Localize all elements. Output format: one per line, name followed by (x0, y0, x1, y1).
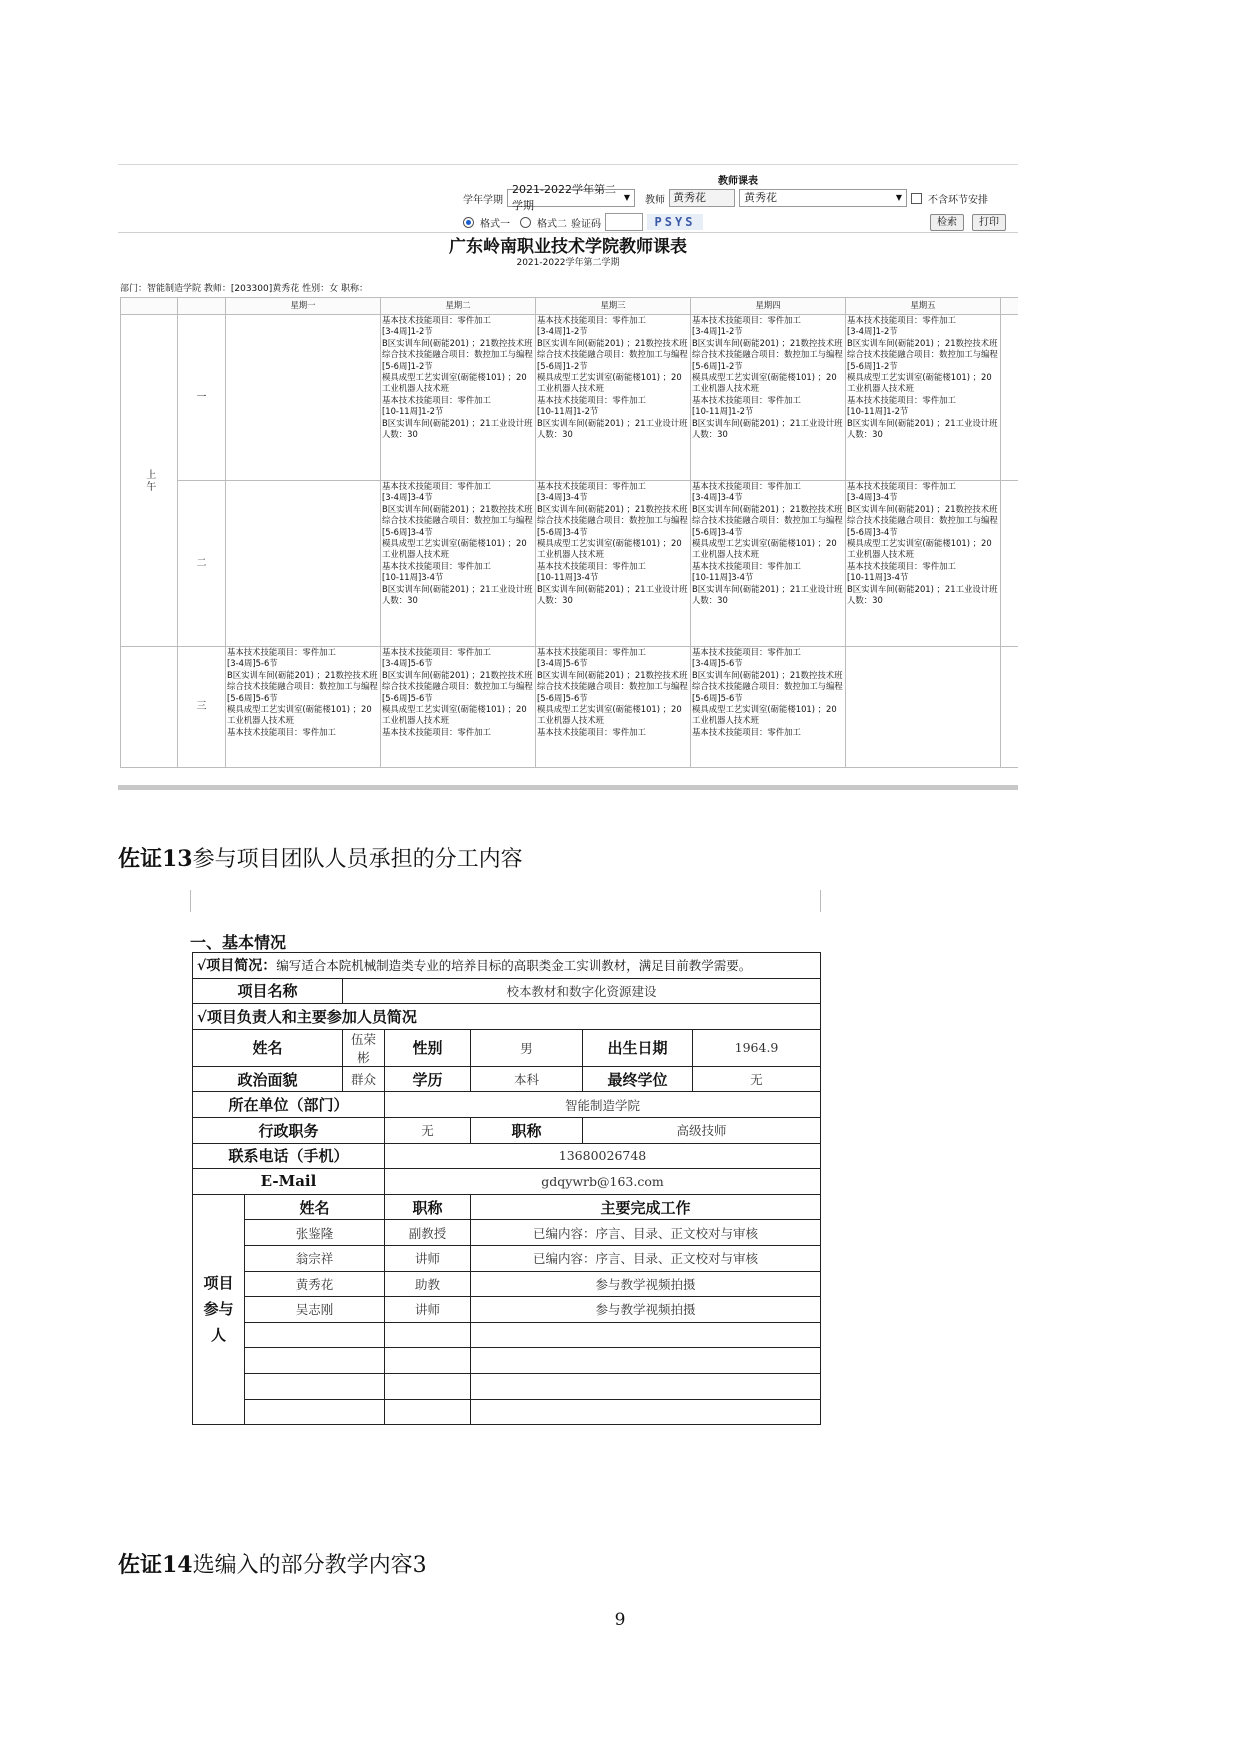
participants-label: 项目参与人 (193, 1194, 245, 1424)
project-info-table (192, 952, 821, 1425)
exclude-label: 不含环节安排 (928, 194, 988, 206)
table-row: 翁宗祥 讲师 已编内容：序言、目录、正文校对与审核 (193, 1245, 821, 1271)
project-name-value: 校本教材和数字化资源建设 (343, 978, 821, 1004)
heading-text: 选编入的部分教学内容3 (192, 1553, 427, 1578)
schedule-cell: 基本技术技能项目：零件加工 [3-4周]3-4节 B区实训车间(砺能201) ；21数控技术班 综合技术技能融合项目：数控加工与编程 [5-6周]3-4节 模具成型工艺实训室(砺能楼101) ；20工业机器人技术班 基本技术技能项目：零件加工 [10-11周]3-4节 B区实训车间(砺能201) ；21工业设计班 人数：30 (846, 481, 1001, 647)
edu-label: 学历 (385, 1066, 471, 1092)
schedule-cell: 基本技术技能项目：零件加工 [3-4周]5-6节 B区实训车间(砺能201) ；21数控技术班 综合技术技能融合项目：数控加工与编程 [5-6周]5-6节 模具成型工艺实训室(砺能楼101) ；20工业机器人技术班 基本技术技能项目：零件加工 (226, 647, 381, 768)
crop-mark (190, 890, 191, 912)
title-label: 职称 (471, 1117, 583, 1143)
page-number: 9 (614, 1610, 626, 1630)
format2-radio[interactable] (520, 217, 531, 228)
term-select[interactable]: 2021-2022学年第二学期 ▼ (507, 189, 635, 207)
gender-value: 男 (471, 1029, 583, 1066)
period-label: 二 (178, 481, 226, 647)
day-header: 星期一 (226, 298, 381, 315)
phone-value: 13680026748 (385, 1143, 821, 1169)
admin-label: 行政职务 (193, 1117, 385, 1143)
name-value: 伍荣彬 (343, 1029, 385, 1066)
schedule-cell (226, 315, 381, 481)
timetable-title: 广东岭南职业技术学院教师课表 (449, 237, 687, 257)
table-row: 黄秀花 助教 参与教学视频拍摄 (193, 1271, 821, 1297)
schedule-cell: 基本技术技能项目：零件加工 [3-4周]5-6节 B区实训车间(砺能201) ；21数控技术班 综合技术技能融合项目：数控加工与编程 [5-6周]5-6节 模具成型工艺实训室(砺能楼101) ；20工业机器人技术班 基本技术技能项目：零件加工 (691, 647, 846, 768)
search-button[interactable]: 检索 (930, 214, 964, 231)
degree-value: 无 (693, 1066, 821, 1092)
col-work-header: 主要完成工作 (471, 1194, 821, 1220)
name-label: 姓名 (193, 1029, 343, 1066)
title-value: 高级技师 (583, 1117, 821, 1143)
filter-row-2 (463, 212, 1018, 232)
chevron-down-icon: ▼ (895, 193, 902, 202)
chevron-down-icon: ▼ (623, 193, 630, 202)
panel-title: 教师课表 (718, 176, 758, 187)
timetable-subtitle: 2021-2022学年第二学期 (516, 258, 620, 268)
schedule-cell: 基本技术技能项目：零件加工 [3-4周]1-2节 B区实训车间(砺能201) ；21数控技术班 综合技术技能融合项目：数控加工与编程 [5-6周]1-2节 模具成型工艺实训室(砺能楼101) ；20工业机器人技术班 基本技术技能项目：零件加工 [10-11周]1-2节 B区实训车间(砺能201) ；21工业设计班 人数：30 (691, 315, 846, 481)
gender-label: 性别 (385, 1029, 471, 1066)
section-heading-13 (118, 842, 523, 873)
col-title-header: 职称 (385, 1194, 471, 1220)
heading-prefix: 佐证14 (118, 1552, 193, 1578)
basic-info-title: 一、基本情况 (190, 933, 287, 952)
schedule-cell: 基本技术技能项目：零件加工 [3-4周]1-2节 B区实训车间(砺能201) ；21数控技术班 综合技术技能融合项目：数控加工与编程 [5-6周]1-2节 模具成型工艺实训室(砺能楼101) ；20工业机器人技术班 基本技术技能项目：零件加工 [10-11周]1-2节 B区实训车间(砺能201) ；21工业设计班 人数：30 (536, 315, 691, 481)
politics-label: 政治面貌 (193, 1066, 343, 1092)
period-group-label: 上午 (121, 315, 178, 647)
schedule-cell: 基本技术技能项目：零件加工 [3-4周]5-6节 B区实训车间(砺能201) ；21数控技术班 综合技术技能融合项目：数控加工与编程 [5-6周]5-6节 模具成型工艺实训室(砺能楼101) ；20工业机器人技术班 基本技术技能项目：零件加工 (536, 647, 691, 768)
teacher-input[interactable]: 黄秀花 (669, 189, 735, 207)
teacher-label: 教师 (645, 194, 665, 206)
degree-label: 最终学位 (583, 1066, 693, 1092)
filter-row (463, 183, 1018, 212)
schedule-cell: 基本技术技能项目：零件加工 [3-4周]1-2节 B区实训车间(砺能201) ；21数控技术班 综合技术技能融合项目：数控加工与编程 [5-6周]1-2节 模具成型工艺实训室(砺能楼101) ；20工业机器人技术班 基本技术技能项目：零件加工 [10-11周]1-2节 B区实训车间(砺能201) ；21工业设计班 人数：30 (846, 315, 1001, 481)
phone-label: 联系电话（手机） (193, 1143, 385, 1169)
admin-value: 无 (385, 1117, 471, 1143)
email-label: E-Mail (193, 1169, 385, 1195)
crop-mark (820, 890, 821, 912)
timetable-screenshot (118, 160, 1018, 790)
exclude-checkbox[interactable] (911, 193, 922, 204)
day-header: 星期二 (381, 298, 536, 315)
print-button[interactable]: 打印 (972, 214, 1006, 231)
format2-label: 格式二 (537, 218, 567, 230)
table-row (193, 1348, 821, 1374)
birth-label: 出生日期 (583, 1029, 693, 1066)
table-row: 吴志刚 讲师 参与教学视频拍摄 (193, 1297, 821, 1323)
section-heading-14 (118, 1548, 427, 1579)
day-header: 星期五 (846, 298, 1001, 315)
format1-label: 格式一 (480, 218, 510, 230)
unit-label: 所在单位（部门） (193, 1092, 385, 1118)
schedule-cell: 基本技术技能项目：零件加工 [3-4周]3-4节 B区实训车间(砺能201) ；21数控技术班 综合技术技能融合项目：数控加工与编程 [5-6周]3-4节 模具成型工艺实训室(砺能楼101) ；20工业机器人技术班 基本技术技能项目：零件加工 [10-11周]3-4节 B区实训车间(砺能201) ；21工业设计班 人数：30 (536, 481, 691, 647)
politics-value: 群众 (343, 1066, 385, 1092)
table-row (193, 1399, 821, 1425)
schedule-cell: 基本技术技能项目：零件加工 [3-4周]3-4节 B区实训车间(砺能201) ；21数控技术班 综合技术技能融合项目：数控加工与编程 [5-6周]3-4节 模具成型工艺实训室(砺能楼101) ；20工业机器人技术班 基本技术技能项目：零件加工 [10-11周]3-4节 B区实训车间(砺能201) ；21工业设计班 人数：30 (691, 481, 846, 647)
table-row (193, 1322, 821, 1348)
heading-prefix: 佐证13 (118, 846, 193, 872)
captcha-image: PSYS (647, 214, 703, 230)
project-intro-row: √项目简况：编写适合本院机械制造类专业的培养目标的高职类金工实训教材，满足目前教学需要。 (193, 953, 821, 979)
term-label: 学年学期 (463, 194, 503, 206)
period-label: 一 (178, 315, 226, 481)
heading-text: 参与项目团队人员承担的分工内容 (192, 847, 523, 872)
captcha-input[interactable] (605, 213, 643, 231)
captcha-label: 验证码 (571, 218, 601, 230)
schedule-cell: 基本技术技能项目：零件加工 [3-4周]5-6节 B区实训车间(砺能201) ；21数控技术班 综合技术技能融合项目：数控加工与编程 [5-6周]5-6节 模具成型工艺实训室(砺能楼101) ；20工业机器人技术班 基本技术技能项目：零件加工 (381, 647, 536, 768)
teacher-info: 部门：智能制造学院 教师：[203300]黄秀花 性别：女 职称： (120, 284, 368, 294)
unit-value: 智能制造学院 (385, 1092, 821, 1118)
birth-value: 1964.9 (693, 1029, 821, 1066)
horizontal-scrollbar[interactable] (118, 785, 1018, 790)
schedule-cell: 基本技术技能项目：零件加工 [3-4周]3-4节 B区实训车间(砺能201) ；21数控技术班 综合技术技能融合项目：数控加工与编程 [5-6周]3-4节 模具成型工艺实训室(砺能楼101) ；20工业机器人技术班 基本技术技能项目：零件加工 [10-11周]3-4节 B区实训车间(砺能201) ；21工业设计班 人数：30 (381, 481, 536, 647)
project-name-label: 项目名称 (193, 978, 343, 1004)
schedule-cell (226, 481, 381, 647)
timetable-grid (120, 297, 1018, 768)
email-value: gdqywrb@163.com (385, 1169, 821, 1195)
format1-radio[interactable] (463, 217, 474, 228)
divider (118, 164, 1018, 165)
leader-section-label: √项目负责人和主要参加人员简况 (193, 1004, 821, 1030)
day-header: 星期四 (691, 298, 846, 315)
table-row: 张鉴隆 副教授 已编内容：序言、目录、正文校对与审核 (193, 1220, 821, 1246)
period-label: 三 (178, 647, 226, 768)
schedule-cell (846, 647, 1001, 768)
table-row (193, 1373, 821, 1399)
day-header: 星期三 (536, 298, 691, 315)
teacher-select[interactable]: 黄秀花 ▼ (739, 189, 907, 207)
col-name-header: 姓名 (245, 1194, 385, 1220)
schedule-cell: 基本技术技能项目：零件加工 [3-4周]1-2节 B区实训车间(砺能201) ；21数控技术班 综合技术技能融合项目：数控加工与编程 [5-6周]1-2节 模具成型工艺实训室(砺能楼101) ；20工业机器人技术班 基本技术技能项目：零件加工 [10-11周]1-2节 B区实训车间(砺能201) ；21工业设计班 人数：30 (381, 315, 536, 481)
edu-value: 本科 (471, 1066, 583, 1092)
